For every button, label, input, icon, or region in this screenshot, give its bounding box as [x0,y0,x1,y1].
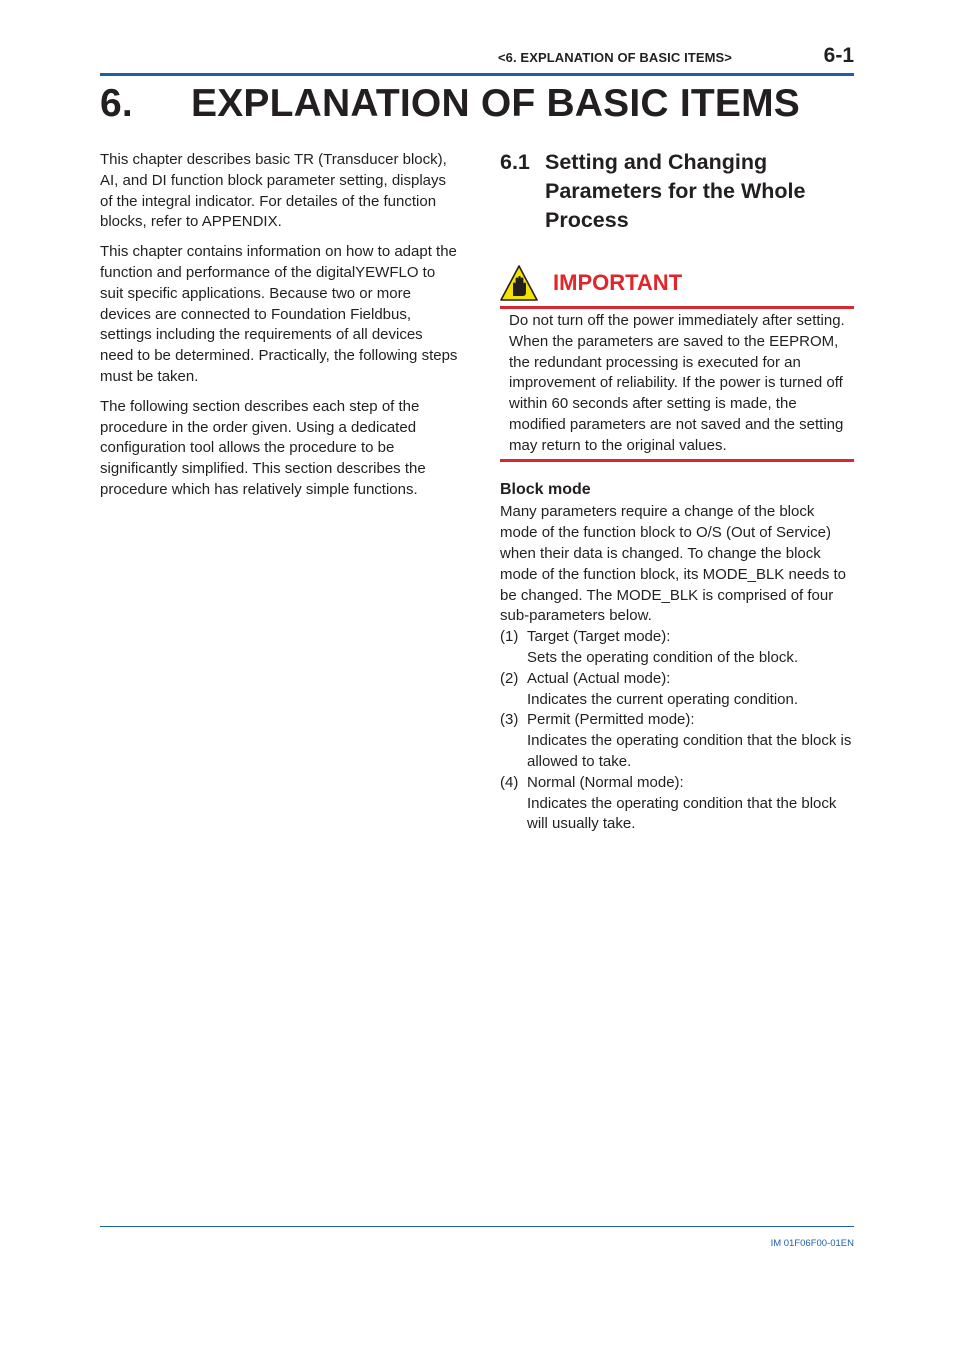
paragraph: This chapter contains information on how to adapt the function and performance of the digitalYEWFLO to suit specific applications. Because two or more devices are connected to Foundation Fieldbus, settings including the requirements of all devices need to be determined. Practically, the following steps must be taken. [100,243,458,385]
document-id: IM 01F06F00-01EN [770,1238,854,1249]
running-head [100,44,854,68]
list-item [500,669,854,711]
left-column [100,150,458,510]
list-item [500,710,854,772]
important-label: IMPORTANT [553,269,683,295]
list-item-desc: Indicates the operating condition that the block is allowed to take. [527,732,852,770]
page-number: 6-1 [823,44,854,67]
list-item-term: Actual (Actual mode): [527,669,671,687]
chapter-number: 6. [100,82,133,125]
footer-rule [100,1226,854,1227]
section-heading [500,148,854,235]
important-text: Do not turn off the power immediately after setting. When the parameters are saved to the EEPROM, the redundant processing is executed for an improvement of reliability. If the power is turned off within 60 seconds after setting is made, the modified parameters are not saved and the setting may return to the original values. [509,312,845,454]
header-rule [100,73,854,76]
caution-hand-icon [500,265,538,301]
list-item-number: (3) [500,711,519,729]
right-column [500,148,854,835]
list-item-number: (1) [500,628,519,646]
sub-parameter-list [500,627,854,835]
list-item-number: (4) [500,773,519,791]
list-item-desc: Indicates the current operating condition. [527,690,799,708]
list-item-desc: Sets the operating condition of the block. [527,648,799,666]
list-item-number: (2) [500,669,519,687]
list-item [500,627,854,669]
list-item-term: Target (Target mode): [527,628,671,646]
list-item [500,773,854,835]
running-head-chapter: <6. EXPLANATION OF BASIC ITEMS> [497,50,732,65]
important-bottom-rule [500,459,854,462]
section-title: Setting and Changing Parameters for the Whole Process [545,150,806,232]
block-mode-intro: Many parameters require a change of the block mode of the function block to O/S (Out of Service) when their data is changed. To change the block mode of the function block, its MODE_BLK needs to be changed. The MODE_BLK is comprised of four sub-parameters below. [500,503,847,625]
section-number: 6.1 [500,150,530,174]
block-mode-heading: Block mode [500,480,591,498]
list-item-desc: Indicates the operating condition that the block will usually take. [527,794,837,833]
important-header [500,265,854,301]
paragraph: The following section describes each step of the procedure in the order given. Using a dedicated configuration tool allows the procedure to be significantly simplified. This section describes the procedure which has relatively simple functions. [100,397,426,498]
paragraph: This chapter describes basic TR (Transducer block), AI, and DI function block parameter setting, displays of the integral indicator. For detailes of the function blocks, refer to APPENDIX. [100,151,447,231]
list-item-term: Permit (Permitted mode): [527,711,695,729]
list-item-term: Normal (Normal mode): [527,773,684,791]
chapter-title-text: EXPLANATION OF BASIC ITEMS [191,82,800,125]
chapter-title [100,82,800,126]
important-notice [500,265,854,462]
